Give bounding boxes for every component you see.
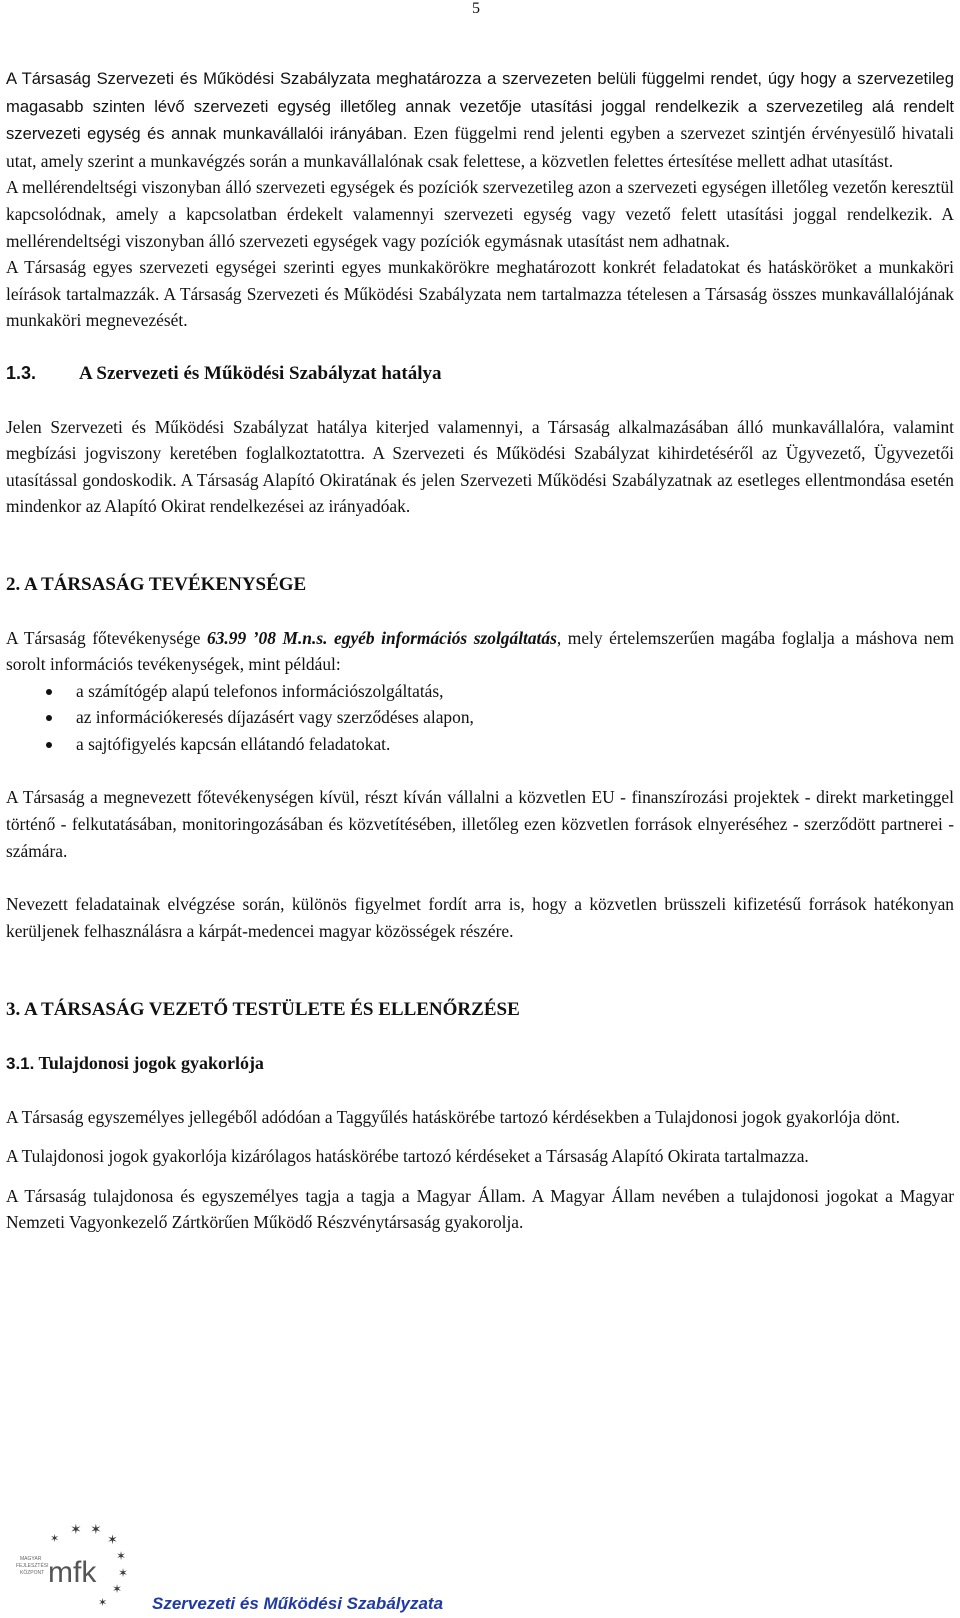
- svg-text:mfk: mfk: [48, 1556, 97, 1589]
- list-item: az információkeresés díjazásért vagy szerződéses alapon,: [6, 704, 954, 731]
- activity-list: [6, 678, 954, 758]
- list-item: a sajtófigyelés kapcsán ellátandó feladatokat.: [6, 731, 954, 758]
- owner-rights-paragraph-1: A Társaság egyszemélyes jellegéből adódóan a Taggyűlés hatáskörébe tartozó kérdésekben a Tulajdonosi jogok gyakorlója dönt.: [6, 1106, 901, 1127]
- owner-rights-paragraph-2: A Tulajdonosi jogok gyakorlója kizárólagos hatáskörébe tartozó kérdéseket a Társaság Alapító Okirata tartalmazza.: [6, 1146, 809, 1167]
- svg-text:✶: ✶: [50, 1532, 60, 1545]
- activity-paragraph: [6, 625, 954, 678]
- list-item: a számítógép alapú telefonos információszolgáltatás,: [6, 678, 954, 705]
- svg-text:FEJLESZTÉSI: FEJLESZTÉSI: [16, 1563, 49, 1569]
- subsection-title: Tulajdonosi jogok gyakorlója: [38, 1053, 264, 1074]
- svg-text:✶: ✶: [90, 1522, 102, 1538]
- intro-paragraph-1b: Ezen függelmi rend jelenti egyben a szervezet szintjén érvényesülő hivatali utat, amely szerint a munkavégzés során a munkavállalónak csak felettese, a közvetlen felettes értesítése mellett adhat utasítást.: [6, 123, 954, 171]
- activity-code: 63.99 ’08 M.n.s. egyéb információs szolgáltatás: [207, 627, 557, 648]
- svg-text:✶: ✶: [98, 1596, 108, 1609]
- svg-text:✶: ✶: [70, 1522, 82, 1538]
- page-number: 5: [472, 0, 480, 17]
- svg-text:✶: ✶: [118, 1566, 129, 1580]
- intro-paragraph-3: A Társaság egyes szervezeti egységei szerinti egyes munkakörökre meghatározott konkrét feladatokat és hatásköröket a munkaköri leírások tartalmazzák. A Társaság Szervezeti és Működési Szabályzata nem tartalmazza tételesen a Társaság összes munkavállalójának munkaköri megnevezését.: [6, 257, 954, 331]
- footer-document-title: Szervezeti és Működési Szabályzata: [152, 1594, 444, 1613]
- svg-text:KÖZPONT: KÖZPONT: [20, 1570, 45, 1576]
- owner-rights-paragraph-3: A Társaság tulajdonosa és egyszemélyes tagja a tagja a Magyar Állam. A Magyar Állam nevében a tulajdonosi jogokat a Magyar Nemzeti Vagyonkezelő Zártkörűen Működő Részvénytársaság gyakorolja.: [6, 1185, 954, 1233]
- section-2-heading: 2. A TÁRSASÁG TEVÉKENYSÉGE: [6, 573, 307, 595]
- section-3-1-heading: [6, 1050, 954, 1078]
- document-body: [6, 65, 954, 1236]
- svg-text:MAGYAR: MAGYAR: [20, 1556, 42, 1562]
- bullet-icon: [46, 689, 52, 695]
- funds-paragraph: Nevezett feladatainak elvégzése során, különös figyelmet fordít arra is, hogy a közvetlen brüsszeli kifizetésű források hatékonyan kerüljenek felhasználásra a kárpát-medencei magyar közösségek részére.: [6, 894, 954, 941]
- intro-paragraph-2: A mellérendeltségi viszonyban álló szervezeti egységek és pozíciók szervezetileg azon a szervezeti egységen illetőleg vezetőn keresztül kapcsolódnak, amely a kapcsolatban érdekelt valamennyi szervezeti egység vagy vezető felett utasítási joggal rendelkezik. A mellérendeltségi viszonyban álló szervezeti egységek vagy pozíciók egymásnak utasítást nem adhatnak.: [6, 177, 954, 251]
- section-title: A Szervezeti és Működési Szabályzat hatálya: [79, 362, 442, 384]
- bullet-icon: [46, 742, 52, 748]
- intro-paragraph-1a: A Társaság Szervezeti és Működési Szabályzata meghatározza a szervezeten belüli függelmi rendet, úgy hogy a szervezetileg magasabb szinten lévő szervezeti egység illetőleg annak vezetője utasítási joggal rendelkezik a szervezetileg alá rendelt szervezeti egység és annak munkavállalói irányában.: [6, 69, 954, 144]
- section-1-3-body: Jelen Szervezeti és Működési Szabályzat hatálya kiterjed valamennyi, a Társaság alkalmazásában álló munkavállalóra, valamint megbízási jogviszony keretében foglalkoztatottra. A Szervezeti és Működési Szabályzat kihirdetéséről az Ügyvezető, Ügyvezetői utasítással gondoskodik. A Társaság Alapító Okiratának és jelen Szervezeti Működési Szabályzatnak az esetleges ellentmondása esetén mindenkor az Alapító Okirat rendelkezései az irányadóak.: [6, 416, 954, 517]
- svg-text:✶: ✶: [112, 1582, 123, 1596]
- bullet-icon: [46, 715, 52, 721]
- section-number: 1.3.: [6, 362, 37, 383]
- subsection-number: 3.1.: [6, 1054, 35, 1074]
- mfk-logo: [12, 1520, 142, 1612]
- section-3-heading: 3. A TÁRSASÁG VEZETŐ TESTÜLETE ÉS ELLENŐRZÉSE: [6, 999, 520, 1021]
- activity-post: , mely értelemszerűen magába foglalja a máshova nem sorolt információs tevékenységek, mint például:: [6, 627, 954, 675]
- section-1-3-heading: [6, 360, 954, 388]
- eu-projects-paragraph: A Társaság a megnevezett főtevékenységen kívül, részt kíván vállalni a közvetlen EU - finanszírozási projektek - direkt marketinggel történő - felkutatásában, monitoringozásában és közvetítésében, illetőleg ezen közvetlen források elnyeréséhez - szerződött partnerei - számára.: [6, 787, 954, 861]
- intro-paragraph-1: [6, 65, 954, 174]
- activity-pre: A Társaság főtevékenysége: [6, 627, 208, 648]
- svg-text:✶: ✶: [116, 1549, 127, 1563]
- svg-text:✶: ✶: [107, 1533, 118, 1548]
